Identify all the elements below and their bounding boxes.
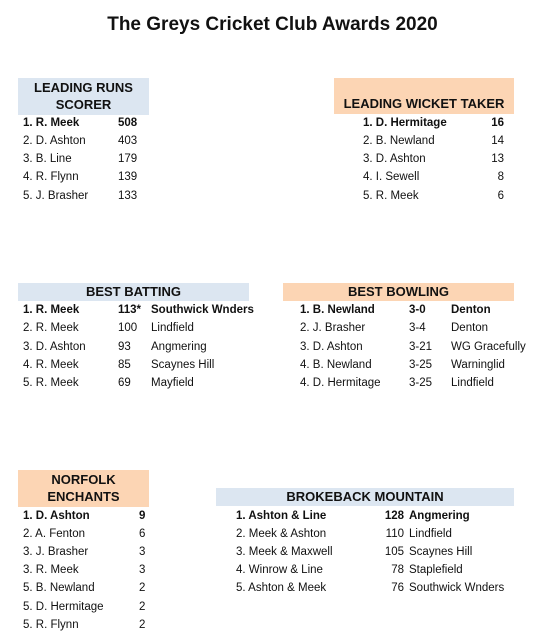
norfolk-row-6-name: 5. D. Hermitage [23,601,104,613]
bowling-row-4-figures: 3-25 [409,359,433,371]
wickets-row-2-value: 14 [491,135,504,147]
wickets-row-5-value: 6 [497,190,504,202]
wickets-row-4-value: 8 [497,171,504,183]
batting-row-2-venue: Lindfield [151,322,194,334]
runs-row-1-name: 1. R. Meek [23,117,80,129]
runs-row-3-name: 3. B. Line [23,153,72,165]
norfolk-row-2-name: 2. A. Fenton [23,528,86,540]
batting-row-1-score: 113* [118,304,142,316]
wickets-row-1-value: 16 [491,117,504,129]
brokeback-row-1-opponent: Angmering [409,510,470,522]
runs-row-4-name: 4. R. Flynn [23,171,79,183]
norfolk-row-4-name: 3. R. Meek [23,564,79,576]
bowling-row-4-opponent: Warninglid [451,359,505,371]
wickets-row-1-name: 1. D. Hermitage [363,117,447,129]
brokeback-row-5-name: 5. Ashton & Meek [236,582,327,594]
bowling-row-5-figures: 3-25 [409,377,433,389]
bowling-row-4-name: 4. B. Newland [300,359,372,371]
bowling-row-2-figures: 3-4 [409,322,426,334]
wickets-row-3-value: 13 [491,153,504,165]
norfolk-row-7-name: 5. R. Flynn [23,619,79,631]
norfolk-row-7-value: 2 [139,619,146,631]
norfolk-enchants-header [18,470,149,507]
brokeback-header: BROKEBACK MOUNTAIN [216,488,514,506]
runs-row-2-name: 2. D. Ashton [23,135,86,147]
bowling-row-3-name: 3. D. Ashton [300,341,363,353]
bowling-row-1-opponent: Denton [451,304,491,316]
batting-row-1-name: 1. R. Meek [23,304,80,316]
leading-wickets-header: LEADING WICKET TAKER [334,78,514,114]
batting-row-4-score: 85 [118,359,131,371]
brokeback-row-3-opponent: Scaynes Hill [409,546,473,558]
wickets-row-3-name: 3. D. Ashton [363,153,426,165]
brokeback-row-2-opponent: Lindfield [409,528,452,540]
best-bowling-header: BEST BOWLING [283,283,514,301]
runs-row-4-value: 139 [118,171,138,183]
batting-row-3-score: 93 [118,341,131,353]
runs-row-3-value: 179 [118,153,138,165]
batting-row-2-score: 100 [118,322,138,334]
bowling-row-2-opponent: Denton [451,322,489,334]
leading-runs-title-line2: SCORER [55,97,112,112]
batting-row-5-venue: Mayfield [151,377,194,389]
norfolk-row-5-value: 2 [139,582,146,594]
leading-runs-title-line1: LEADING RUNS [34,80,133,95]
runs-row-1-value: 508 [118,117,138,129]
norfolk-row-3-value: 3 [139,546,146,558]
batting-row-5-score: 69 [118,377,131,389]
brokeback-row-1-name: 1. Ashton & Line [236,510,327,522]
brokeback-row-3-name: 3. Meek & Maxwell [236,546,333,558]
bowling-row-5-name: 4. D. Hermitage [300,377,381,389]
norfolk-row-1-name: 1. D. Ashton [23,510,90,522]
batting-row-4-venue: Scaynes Hill [151,359,215,371]
bowling-row-2-name: 2. J. Brasher [300,322,366,334]
wickets-row-5-name: 5. R. Meek [363,190,419,202]
norfolk-row-5-name: 5. B. Newland [23,582,95,594]
norfolk-row-4-value: 3 [139,564,146,576]
norfolk-row-1-value: 9 [139,510,146,522]
norfolk-title-line2: ENCHANTS [47,489,120,504]
bowling-row-5-opponent: Lindfield [451,377,494,389]
batting-row-2-name: 2. R. Meek [23,322,79,334]
leading-runs-header [18,78,149,115]
bowling-row-1-name: 1. B. Newland [300,304,375,316]
norfolk-row-2-value: 6 [139,528,146,540]
brokeback-row-4-name: 4. Winrow & Line [236,564,323,576]
norfolk-title-line1: NORFOLK [51,472,116,487]
brokeback-row-2-name: 2. Meek & Ashton [236,528,327,540]
brokeback-row-4-runs: 78 [391,564,404,576]
brokeback-row-5-opponent: Southwick Wnders [409,582,505,594]
brokeback-row-2-runs: 110 [385,528,404,540]
bowling-row-1-figures: 3-0 [409,304,426,316]
brokeback-row-1-runs: 128 [384,510,404,522]
wickets-row-2-name: 2. B. Newland [363,135,435,147]
norfolk-row-3-name: 3. J. Brasher [23,546,89,558]
runs-row-2-value: 403 [118,135,138,147]
brokeback-row-3-runs: 105 [384,546,404,558]
runs-row-5-name: 5. J. Brasher [23,190,89,202]
batting-row-5-name: 5. R. Meek [23,377,79,389]
batting-row-3-venue: Angmering [151,341,207,353]
batting-row-3-name: 3. D. Ashton [23,341,86,353]
batting-row-1-venue: Southwick Wnders [151,304,254,316]
runs-row-5-value: 133 [118,190,138,202]
wickets-row-4-name: 4. I. Sewell [363,171,420,183]
brokeback-row-5-runs: 76 [391,582,404,594]
norfolk-row-6-value: 2 [139,601,146,613]
page-title: The Greys Cricket Club Awards 2020 [107,14,438,35]
best-batting-header: BEST BATTING [18,283,249,301]
bowling-row-3-opponent: WG Gracefully [451,341,526,353]
brokeback-row-4-opponent: Staplefield [409,564,463,576]
batting-row-4-name: 4. R. Meek [23,359,79,371]
bowling-row-3-figures: 3-21 [409,341,433,353]
